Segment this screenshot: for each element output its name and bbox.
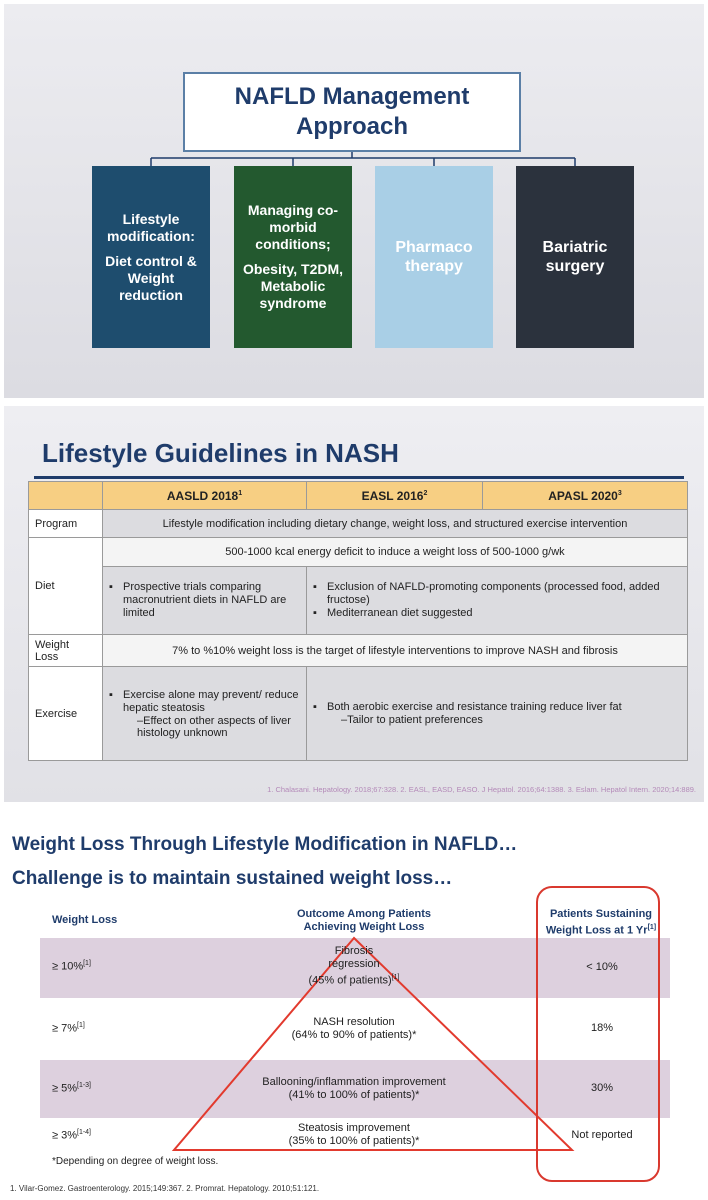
box-text: Diet control & xyxy=(105,252,197,269)
box-bariatric xyxy=(516,166,634,348)
box-text: Obesity, T2DM, xyxy=(242,261,344,277)
box-text: therapy xyxy=(405,258,463,275)
table-row-weight-loss xyxy=(29,635,688,667)
box-text: Managing co- xyxy=(247,202,339,218)
list-item: ▪ Mediterranean diet suggested xyxy=(313,607,681,620)
slide-title: Lifestyle Guidelines in NASH xyxy=(42,438,399,468)
table-row-diet xyxy=(29,538,688,567)
list-item: ▪ Prospective trials comparing macronutrient diets in NAFLD are limited xyxy=(109,581,300,620)
outcome-text: Steatosis improvement (35% to 100% of patients)* xyxy=(288,1122,420,1147)
references: 1. Vilar-Gomez. Gastroenterology. 2015;149:367. 2. Promrat. Hepatology. 2010;51:121. xyxy=(10,1184,320,1193)
slide-title: Weight Loss Through Lifestyle Modification in NAFLD… xyxy=(12,834,518,855)
table-row-exercise xyxy=(29,667,688,761)
row-label: Exercise xyxy=(29,667,103,761)
slide-weight-loss xyxy=(4,808,704,1200)
list-item: ▪ Exclusion of NAFLD-promoting components (processed food, added fructose) xyxy=(313,581,681,607)
row-label: Diet xyxy=(29,538,103,635)
col-header-outcome: Outcome Among Patients Achieving Weight Loss xyxy=(296,908,432,933)
box-text: Pharmaco xyxy=(395,239,473,256)
root-node xyxy=(183,72,521,152)
patients-value: 18% xyxy=(590,1022,614,1034)
exercise-other-cell xyxy=(307,667,688,761)
box-text: Weight xyxy=(127,269,175,286)
program-text: Lifestyle modification including dietary change, weight loss, and structured exercise intervention xyxy=(103,510,688,538)
box-comorbid xyxy=(234,166,352,348)
list-subitem: – Tailor to patient preferences xyxy=(327,714,681,726)
diet-aasld-cell xyxy=(103,567,307,635)
weight-loss-value: ≥ 7%[1] xyxy=(52,1022,85,1035)
outcome-text: NASH resolution (64% to 90% of patients)* xyxy=(291,1016,417,1041)
table-row-diet-details xyxy=(29,567,688,635)
exercise-aasld-cell xyxy=(103,667,307,761)
weight-loss-value: ≥ 5%[1-3] xyxy=(52,1082,92,1095)
slide-lifestyle-guidelines xyxy=(4,406,704,802)
row-label: Program xyxy=(29,510,103,538)
box-text: surgery xyxy=(545,258,605,275)
col-header-patients: Patients Sustaining Weight Loss at 1 Yr[1] xyxy=(545,908,657,937)
diet-text: 500-1000 kcal energy deficit to induce a weight loss of 500-1000 g/wk xyxy=(103,538,688,567)
header-easl: EASL 2016$^2$ xyxy=(307,482,483,510)
box-text: modification: xyxy=(107,227,195,244)
weight-loss-value: ≥ 3%[1-4] xyxy=(52,1129,92,1142)
title-rule xyxy=(34,476,684,479)
root-title-line2: Approach xyxy=(295,113,408,140)
slide-nafld-management xyxy=(4,4,704,398)
table-row-program xyxy=(29,510,688,538)
box-pharmacotherapy xyxy=(375,166,493,348)
root-title-line1: NAFLD Management xyxy=(234,83,470,110)
header-aasld: AASLD 2018$^1$ xyxy=(103,482,307,510)
patients-value: Not reported xyxy=(571,1129,633,1141)
box-text: Lifestyle xyxy=(122,210,180,227)
weight-loss-value: ≥ 10%[1] xyxy=(52,960,91,973)
diet-other-cell xyxy=(307,567,688,635)
patients-value: < 10% xyxy=(586,961,618,973)
weight-loss-text: 7% to %10% weight loss is the target of lifestyle interventions to improve NASH and fibrosis xyxy=(103,635,688,667)
patients-value: 30% xyxy=(590,1082,614,1094)
box-text: conditions; xyxy=(255,236,331,252)
outcome-text: Ballooning/inflammation improvement (41% to 100% of patients)* xyxy=(262,1076,446,1101)
box-lifestyle xyxy=(92,166,210,348)
box-text: reduction xyxy=(119,286,183,303)
box-text: Metabolic xyxy=(260,278,326,294)
footnote: *Depending on degree of weight loss. xyxy=(52,1156,219,1167)
box-text: syndrome xyxy=(259,295,327,311)
col-header-weight-loss: Weight Loss xyxy=(52,914,118,926)
header-apasl: APASL 2020$^3$ xyxy=(483,482,688,510)
row-label: Weight Loss xyxy=(29,635,103,667)
references: 1. Chalasani. Hepatology. 2018;67:328. 2. EASL, EASD, EASO. J Hepatol. 2016;64:1388. 3. Eslam. Hepatol Intern. 2020;14:889. xyxy=(267,785,696,794)
list-item: ▪ Exercise alone may prevent/ reduce hepatic steatosis xyxy=(109,689,300,715)
guidelines-table xyxy=(28,481,688,761)
table-header-row xyxy=(29,482,688,510)
slide-subtitle: Challenge is to maintain sustained weight loss… xyxy=(12,868,453,889)
highlight-box xyxy=(536,886,660,1182)
box-text: morbid xyxy=(269,219,317,235)
list-item: ▪ Both aerobic exercise and resistance training reduce liver fat xyxy=(313,701,681,714)
list-subitem: – Effect on other aspects of liver histology unknown xyxy=(123,715,300,739)
box-text: Bariatric xyxy=(542,239,608,256)
outcome-text: Fibrosis regression (45% of patients)[1] xyxy=(308,945,400,987)
